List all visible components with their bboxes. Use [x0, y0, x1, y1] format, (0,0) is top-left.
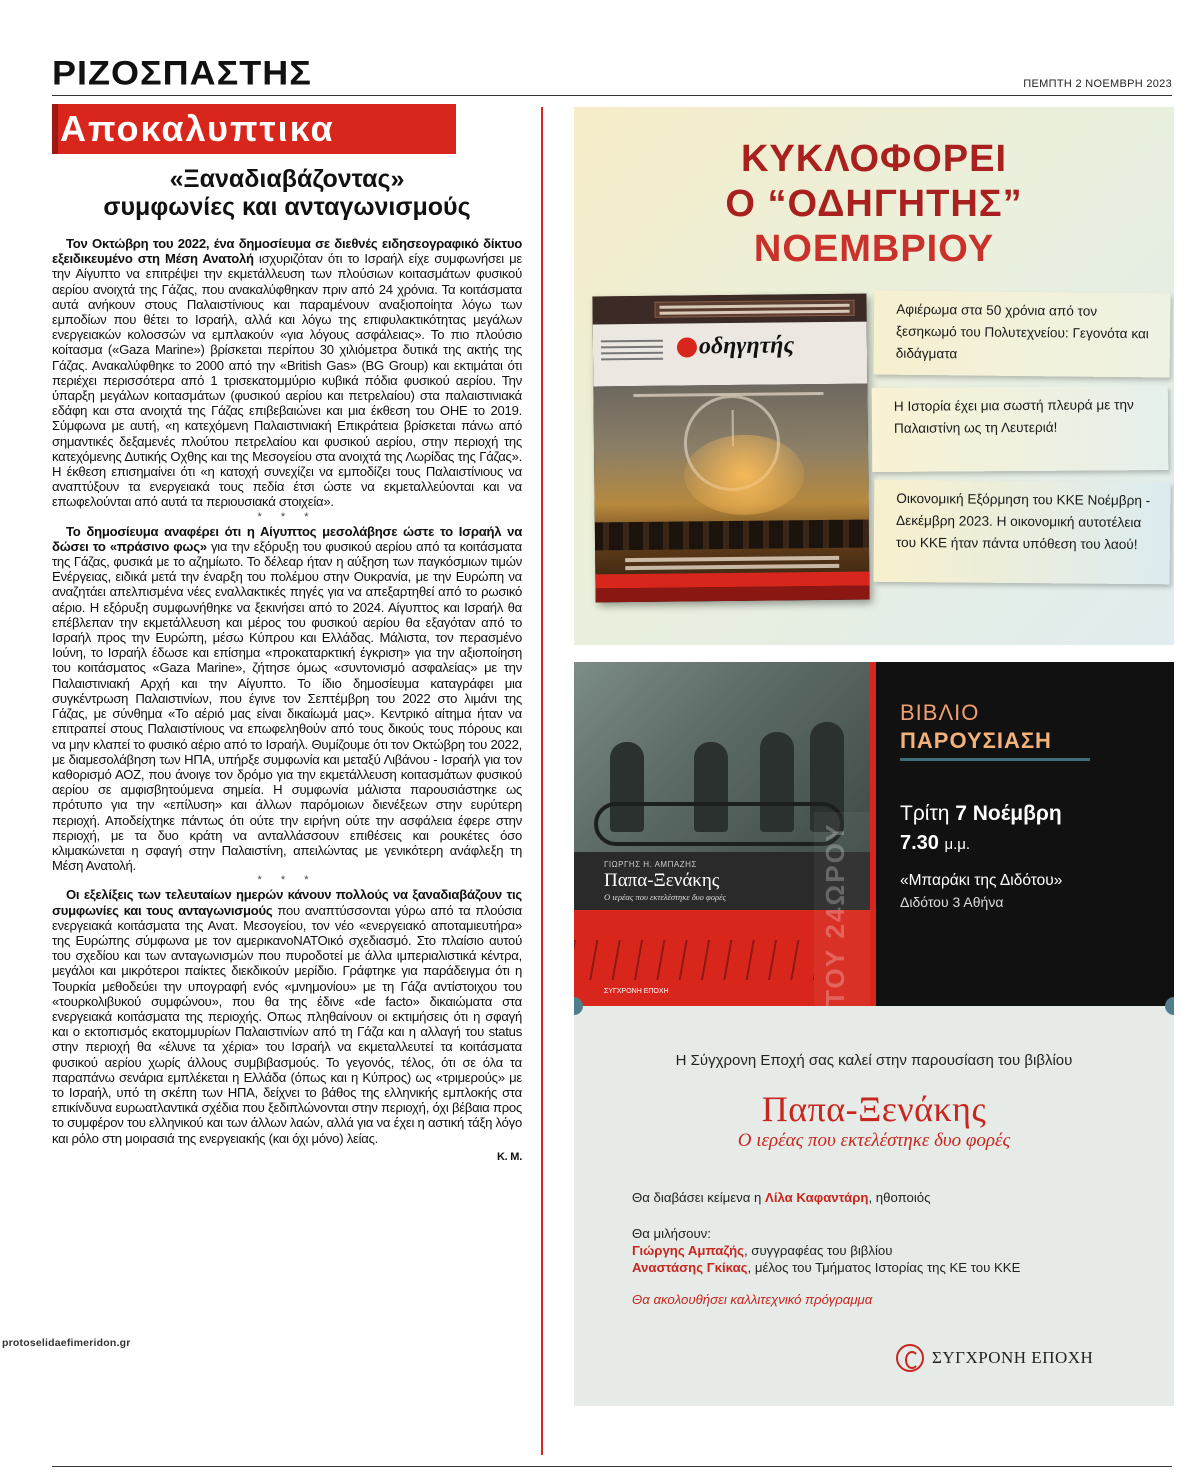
top-divider — [52, 95, 1172, 96]
program-note: Θα ακολουθήσει καλλιτεχνικό πρόγραμμα — [632, 1292, 873, 1307]
book-presentation-advertisement — [574, 662, 1174, 1406]
accent-strip — [870, 662, 876, 1006]
paragraph-3-lead: Οι εξελίξεις των τελευταίων ημερών κάνουν πολλούς να ξαναδιαβάζουν τις συμφωνίες και τους ανταγωνισμούς — [52, 887, 522, 918]
paragraph-3-text: που αναπτύσσονται γύρω από τα πλούσια ενεργειακά κοιτάσματα της Ανατ. Μεσογείου, τον νέο «ενεργειακό αποταμιευτήρα» της Ευρώπης σύμφωνα με τον αμερικανοΝΑΤΟικό σχεδιασμό. Στο πλαίσιο αυτού του σχεδίου και των ανταγωνισμών που πυροδοτεί με άλλα ιμπεριαλιστικά κέντρα, μεγάλοι και μικρότεροι παίκτες διεκδικούν μερίδιο. Γράφτηκε για παράδειγμα ότι η Τουρκία μεθοδεύει την υπογραφή ενός «μνημονίου» με τη Γάζα αντίστοιχου του «τουρκολιβυκού συμφώνου», που θα της έδινε «de facto» δικαιώματα στα ενεργειακά κοιτάσματα της περιοχής. Οπως πληθαίνουν οι εκτιμήσεις ότι η σφαγή και ο εκτοπισμός εκατομμυρίων Παλαιστινίων από τη Γάζα και η αλλαγή του status στην περιοχή θα «έλυνε τα χέρια» του Ισραήλ να εκμεταλλευτεί τα κοιτάσματα φυσικού αερίου χωρίς άλλους συμβιβασμούς. Το γεγονός, τέλος, ότι σε όλα τα παραπάνω σενάρια εμπλέκεται η Ελλάδα (όπως και η Κύπρος) ως «τριμερούς» με το Ισραήλ, υπό τη σκέπη των ΗΠΑ, δείχνει το βάθος της ελληνικής εμπλοκής στα επικίνδυνα ευρωατλαντικά σχέδια που ξεδιπλώνονται στην περιοχή, όχι βέβαια προς το συμφέρον του ελληνικού και των άλλων λαών, αλλά για να έχει η αστική τάξη λόγο και ρόλο στη μοιρασιά της ενεργειακής (και όχι μόνο) λείας. — [52, 902, 522, 1146]
masthead-logo — [52, 53, 312, 93]
invitation-text: Η Σύγχρονη Εποχή σας καλεί στην παρουσίαση του βιβλίου — [675, 1052, 1073, 1069]
event-label-book: ΒΙΒΛΙΟ — [900, 700, 980, 725]
book-subtitle: Ο ιερέας που εκτελέστηκε δυο φορές — [604, 892, 726, 902]
book-spine-text: ΤΟΥ 24ΩΡΟΥ — [820, 822, 850, 1006]
ad2-top-panel — [574, 662, 1174, 1006]
bottom-divider — [52, 1466, 1172, 1467]
headline-line-2: συμφωνίες και ανταγωνισμούς — [103, 193, 471, 221]
separator-stars: * * * — [257, 510, 317, 523]
ad2-bottom-panel — [574, 1006, 1174, 1406]
masthead-title: ΡΙΖΟΣΠΑΣΤΗΣ — [52, 53, 312, 92]
speaker-1 — [632, 1243, 892, 1258]
headline-line-1: «Ξαναδιαβάζοντας» — [169, 165, 405, 193]
event-day: 7 Νοέμβρη — [955, 802, 1062, 825]
reader-name: Λίλα Καφαντάρη — [765, 1190, 869, 1205]
magazine-name: οδηγητής — [698, 332, 795, 360]
paragraph-2-text: για την εξόρυξη του φυσικού αερίου από τα κοιτάσματα της Γάζας, φυσικά με το αζημίωτο. Το δέλεαρ ήταν η αύξηση των παγκόσμιων τιμών Ενέργειας, ειδικά μετά την έναρξη του πολέμου στην Ουκρανία, με την Ευρώπη να αναζητάει απελπισμένα νέες εναλλακτικές πηγές για να απεξαρτηθεί από το ρωσικό αέριο. Η εξόρυξη συμφωνήθηκε να ξεκινήσει από το 2024. Αίγυπτος και Ισραήλ θα επέβλεπαν την εκμετάλλευση και μέρος του φυσικού αερίου θα εξαγόταν από το Ισραήλ προς την Ευρώπη, μέσω Κύπρου και Ελλάδας. Μάλιστα, τον περασμένο Ιούνη, το Ισραήλ έδωσε και επίσημα «προκαταρκτική έγκριση» για την αξιοποίηση του κοιτάσματος «Gaza Marine», ζήτησε όμως «συντονισμό ασφαλείας» με την Παλαιστινιακή Αρχή και την Αίγυπτο. Το ίδιο δημοσίευμα καταγράφει μια συγκέντρωση Παλαιστινίων, που έγινε τον Σεπτέμβρη του 2022 στο λιμάνι της Γάζας, με σύνθημα «Το αέριό μας είναι δικαίωμά μας». Κεντρικό αίτημα ήταν να επιτραπεί στους Παλαιστίνιους να επωφεληθούν από τους δικούς τους πόρους και να μην κλαπεί το φυσικό αέριο από το Ισραήλ. Θυμίζουμε ότι τον Οκτώβρη του 2022, με διαμεσολάβηση των ΗΠΑ, υπήρξε συμφωνία και μεταξύ Λιβάνου - Ισραήλ για τον καθορισμό ΑΟΖ, που άνοιγε τον δρόμο για την εκμετάλλευση κοιτασμάτων φυσικού αερίου σε αμφισβητούμενα σημεία. Η συμφωνία μάλιστα παρουσιάστηκε ως πρότυπο για την «επίλυση» και άλλων παρόμοιων διενέξεων στην ευρύτερη περιοχή. Αποδείχτηκε πάντως ότι ούτε την ειρήνη ούτε την ασφάλεια έφερε στην περιοχή, με τα δυο κράτη να ανταλλάσσουν επιθέσεις και ρουκέτες όσο κλιμακώνεται η σφαγή στην Παλαιστίνη, απειλώντας με γενικότερη ανάφλεξη τη Μέση Ανατολή. — [52, 538, 522, 874]
reader-role: , ηθοποιός — [868, 1190, 931, 1205]
event-details — [900, 662, 1174, 1006]
ad1-title-line-1: ΚΥΚΛΟΦΟΡΕΙ — [740, 138, 1008, 180]
event-weekday: Τρίτη — [900, 802, 956, 825]
paragraph-1 — [52, 236, 522, 510]
magazine-cover-art — [593, 384, 869, 603]
watermark: protoselidaefimeridon.gr — [2, 1337, 131, 1349]
callout-fundraising: Οικονομική Εξόρμηση του ΚΚΕ Νοέμβρη - Δεκέμβρη 2023. Η οικονομική αυτοτέλεια του ΚΚΕ ήταν πάντα υπόθεση του λαού! — [874, 480, 1171, 585]
magazine-masthead — [593, 322, 868, 387]
magazine-top-band — [592, 294, 866, 325]
event-date — [900, 802, 1062, 826]
book-cover-image — [574, 662, 870, 1006]
callout-polytechnic: Αφιέρωμα στα 50 χρόνια από τον ξεσηκωμό του Πολυτεχνείου: Γεγονότα και διδάγματα — [874, 290, 1171, 377]
publisher-name: ΣΥΓΧΡΟΝΗ ΕΠΟΧΗ — [932, 1348, 1094, 1367]
magazine-logo-icon — [677, 337, 697, 357]
presentation-book-title: Παπα-Ξενάκης — [761, 1089, 987, 1129]
paragraph-2 — [52, 524, 522, 874]
event-time — [900, 832, 970, 855]
presentation-book-subtitle: Ο ιερέας που εκτελέστηκε δυο φορές — [737, 1130, 1011, 1151]
ad1-title-line-2: Ο “ΟΔΗΓΗΤΗΣ” — [725, 183, 1023, 225]
speaker-2-name: Αναστάσης Γκίκας — [632, 1260, 748, 1275]
event-address: Διδότου 3 Αθήνα — [900, 894, 1004, 910]
section-label: Αποκαλυπτικα — [52, 104, 456, 154]
article-headline — [52, 165, 522, 221]
speaker-1-role: , συγγραφέας του βιβλίου — [743, 1243, 893, 1258]
article-body — [52, 236, 522, 1165]
speaker-1-name: Γιώργης Αμπαζής — [632, 1243, 744, 1258]
author-signature: Κ. Μ. — [496, 1150, 522, 1163]
paragraph-1-text: ισχυριζόταν ότι το Ισραήλ είχε συμφωνήσει με την Αίγυπτο να επιτρέψει την εκμετάλλευση των πλούσιων κοιτασμάτων φυσικού αερίου ανοιχτά της Γάζας, που ανακαλύφθηκαν πριν από 24 χρόνια. Τα κοιτάσματα αυτά ανήκουν στους Παλαιστίνιους και παραμένουν αναξιοποίητα λόγω των εμποδίων που θέτει το Ισραήλ, αλλά και λόγω της επιφυλακτικότητας μεγάλων ενεργειακών κολοσσών να εμπλακούν «για λόγους ασφάλειας». Το πιο πλούσιο κοίτασμα («Gaza Marine») βρίσκεται περίπου 30 χιλιόμετρα δυτικά της ακτής της Γάζας. Ανακαλύφθηκε το 2000 από την «British Gas» (BG Group) και εκτιμάται ότι περιέχει περισσότερα από 1 τρισεκατομμύριο κυβικά πόδια φυσικού αερίου. Την ύπαρξη μεγάλων κοιτασμάτων (φυσικού αερίου και πετρελαίου) στα παλαιστινιακά εδάφη και στα ανοιχτά της Γάζας επιβεβαιώνει και μια έκθεση του ΟΗΕ το 2019. Σύμφωνα με αυτή, «η κατεχόμενη Παλαιστινιακή Επικράτεια βρίσκεται πάνω από σημαντικές δεξαμενές πλούτου πετρελαίου και φυσικού αερίου, στην περιοχή της κατεχόμενης Δυτικής Οχθης και της Μεσογείου στα ανοιχτά της Λωρίδας της Γάζας». Η έκθεση επισημαίνει ότι «η κατοχή συνεχίζει να εμποδίζει τους Παλαιστίνιους να αναπτύξουν τα ενεργειακά τους πεδία έτσι ώστε να εκμεταλλεύονται και να επωφελούνται από αυτά τα περιουσιακά στοιχεία». — [52, 251, 522, 510]
event-label-presentation: ΠΑΡΟΥΣΙΑΣΗ — [900, 728, 1052, 753]
book-spine — [814, 812, 870, 1006]
speakers-heading: Θα μιλήσουν: — [632, 1226, 711, 1241]
event-divider — [900, 758, 1090, 761]
publisher-logo — [896, 1344, 1093, 1372]
book-title: Παπα-Ξενάκης — [604, 870, 720, 891]
paragraph-3 — [52, 887, 522, 1145]
publisher-logo-icon — [896, 1344, 924, 1372]
event-time-value: 7.30 — [900, 832, 945, 854]
book-author: ΓΙΩΡΓΗΣ Η. ΑΜΠΑΖΗΣ — [604, 860, 697, 869]
book-publisher: ΣΥΓΧΡΟΝΗ ΕΠΟΧΗ — [604, 988, 669, 995]
paragraph-2-lead: Το δημοσίευμα αναφέρει ότι η Αίγυπτος μεσολάβησε ώστε το Ισραήλ να δώσει το «πράσινο φως» — [52, 523, 522, 554]
speaker-2 — [632, 1260, 1020, 1275]
speaker-2-role: , μέλος του Τμήματος Ιστορίας της ΚΕ του ΚΚΕ — [747, 1260, 1021, 1275]
reader-prefix: Θα διαβάσει κείμενα η — [632, 1190, 766, 1205]
callout-palestine: Η Ιστορία έχει μια σωστή πλευρά με την Παλαιστίνη ως τη Λευτεριά! — [872, 386, 1169, 472]
column-divider — [541, 107, 543, 1455]
magazine-cover-image — [592, 294, 869, 603]
paragraph-1-lead: Τον Οκτώβρη του 2022, ένα δημοσίευμα σε διεθνές ειδησεογραφικό δίκτυο εξειδικευμένο στη Μέση Ανατολή — [52, 236, 522, 267]
ad1-title — [574, 137, 1174, 272]
event-venue: «Μπαράκι της Διδότου» — [900, 872, 1063, 889]
odigitis-advertisement — [574, 107, 1174, 645]
separator-stars: * * * — [257, 874, 317, 887]
publication-date: ΠΕΜΠΤΗ 2 ΝΟΕΜΒΡΗ 2023 — [1023, 78, 1172, 90]
reader-line — [632, 1190, 931, 1205]
ad1-title-line-3: ΝΟΕΜΒΡΙΟΥ — [753, 228, 995, 270]
event-time-unit: μ.μ. — [944, 836, 971, 853]
